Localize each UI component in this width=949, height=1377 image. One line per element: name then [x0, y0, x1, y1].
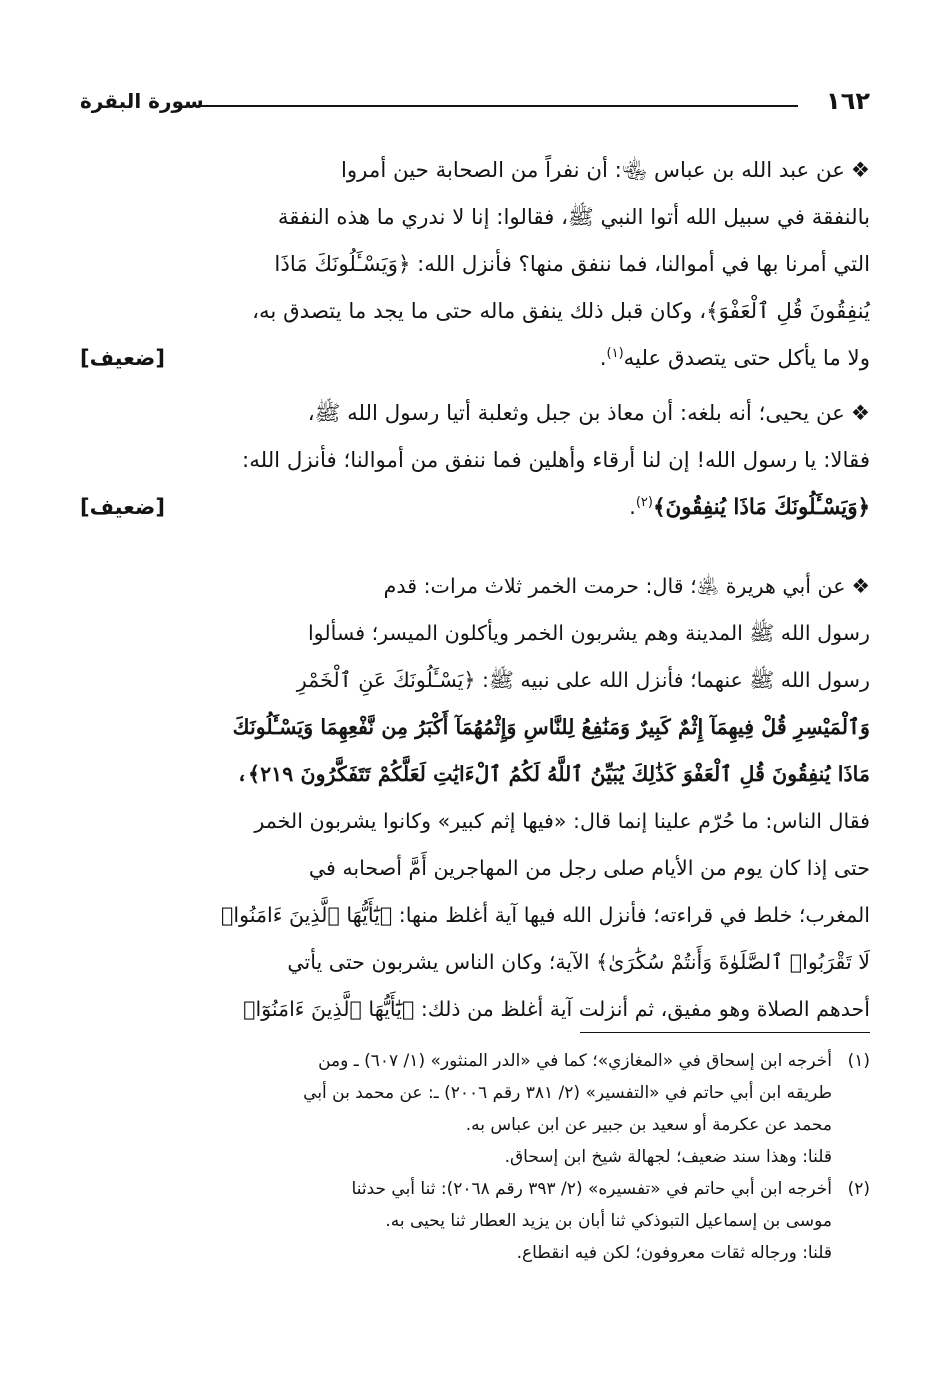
text-line: فقال الناس: ما حُرّم علينا إنما قال: «فيها إثم كبير» وكانوا يشربون الخمر	[254, 809, 870, 833]
footnote-line: قلنا: وهذا سند ضعيف؛ لجهالة شيخ ابن إسحاق.	[504, 1147, 832, 1167]
text-line-last: [ضعيف] ﴿وَيَسْـَٔلُونَكَ مَاذَا يُنفِقُونَ﴾$^{(٢)}$.	[80, 484, 870, 531]
footnote-line: موسى بن إسماعيل التبوذكي ثنا أبان بن يزيد العطار ثنا يحيى به.	[385, 1211, 832, 1231]
text-line: رسول الله ﷺ عنهما؛ فأنزل الله على نبيه ﷺ: ﴿يَسْـَٔلُونَكَ عَنِ ٱلْخَمْرِ	[296, 668, 870, 692]
grade-label: [ضعيف]	[80, 346, 165, 370]
text-line: المغرب؛ خلط في قراءته؛ فأنزل الله فيها آية أغلظ منها: ﴿يَٰٓأَيُّهَا ٱلَّذِينَ ءَامَنُوا۟	[221, 903, 870, 927]
text-line: بالنفقة في سبيل الله أتوا النبي ﷺ، فقالوا: إنا لا ندري ما هذه النفقة	[277, 205, 870, 230]
footnote-line: طريقه ابن أبي حاتم في «التفسير» (٢/ ٣٨١ رقم ٢٠٠٦) ـ: عن محمد بن أبي	[303, 1083, 832, 1103]
footnote-number: (٢)	[847, 1179, 870, 1199]
footnote-separator	[580, 1032, 870, 1033]
diamond-bullet-icon: ❖	[850, 401, 870, 426]
hadith-entry-3	[80, 563, 870, 1033]
text-line: التي أمرنا بها في أموالنا، فما ننفق منها؟ فأنزل الله: ﴿وَيَسْـَٔلُونَكَ مَاذَا	[274, 252, 870, 277]
text-line: لَا تَقْرَبُوا۟ ٱلصَّلَوٰةَ وَأَنتُمْ سُكَٰرَىٰ﴾ الآية؛ وكان الناس يشربون حتى يأتي	[287, 950, 870, 974]
text-line: ❖عن عبد الله بن عباس ﵄: أن نفراً من الصحابة حين أمروا	[340, 158, 870, 183]
running-header	[80, 85, 870, 125]
footnote-ref[interactable]: (٢)	[635, 494, 653, 510]
text-line: حتى إذا كان يوم من الأيام صلى رجل من المهاجرين أَمَّ أصحابه في	[308, 856, 870, 880]
text-line: أحدهم الصلاة وهو مفيق، ثم أنزلت آية أغلظ من ذلك: ﴿يَٰٓأَيُّهَا ٱلَّذِينَ ءَامَنُوٓا۟	[243, 997, 870, 1021]
diamond-bullet-icon: ❖	[851, 574, 870, 598]
footnotes	[80, 1045, 870, 1269]
text-line: ❖عن يحيى؛ أنه بلغه: أن معاذ بن جبل وثعلبة أتيا رسول الله ﷺ،	[307, 401, 870, 426]
footnote-1: (١)أخرجه ابن إسحاق في «المغازي»؛ كما في «الدر المنثور» (١/ ٦٠٧) ـ ومن	[80, 1045, 870, 1077]
text-line: رسول الله ﷺ المدينة وهم يشربون الخمر ويأكلون الميسر؛ فسألوا	[307, 621, 870, 645]
book-page	[80, 85, 870, 1355]
text-line-last: [ضعيف] ولا ما يأكل حتى يتصدق عليه$^{(١)}$.	[80, 335, 870, 382]
footnote-line: قلنا: ورجاله ثقات معروفون؛ لكن فيه انقطاع.	[516, 1243, 832, 1263]
footnote-ref[interactable]: (١)	[606, 345, 624, 361]
text-line: فقالا: يا رسول الله! إن لنا أرقاء وأهلين فما ننفق من أموالنا؛ فأنزل الله:	[242, 448, 870, 473]
header-rule	[188, 105, 798, 107]
footnote-line: محمد عن عكرمة أو سعيد بن جبير عن ابن عباس به.	[465, 1115, 832, 1135]
hadith-entry-1	[80, 147, 870, 382]
hadith-entry-2	[80, 390, 870, 531]
diamond-bullet-icon: ❖	[850, 158, 870, 183]
page-number: ١٦٢	[826, 87, 870, 115]
text-line: يُنفِقُونَ قُلِ ٱلْعَفْوَ﴾، وكان قبل ذلك ينفق ماله حتى ما يجد ما يتصدق به،	[252, 299, 870, 324]
grade-label: [ضعيف]	[80, 495, 165, 519]
footnote-number: (١)	[847, 1051, 870, 1071]
text-line: ❖عن أبي هريرة ﵁؛ قال: حرمت الخمر ثلاث مرات: قدم	[383, 574, 870, 598]
surah-name: سورة البقرة	[80, 89, 204, 113]
quran-line: مَاذَا يُنفِقُونَ قُلِ ٱلْعَفْوَ كَذَٰلِكَ يُبَيِّنُ ٱللَّهُ لَكُمُ ٱلْءَايَٰتِ لَعَلَّكُمْ تَتَفَكَّرُونَ ٢١٩﴾،	[235, 762, 870, 786]
quran-line: وَٱلْمَيْسِرِ قُلْ فِيهِمَآ إِثْمٌ كَبِيرٌ وَمَنَٰفِعُ لِلنَّاسِ وَإِثْمُهُمَآ أَكْبَرُ مِن نَّفْعِهِمَا وَيَسْـَٔلُونَكَ	[232, 715, 870, 739]
footnote-2: (٢)أخرجه ابن أبي حاتم في «تفسيره» (٢/ ٣٩٣ رقم ٢٠٦٨): ثنا أبي حدثنا	[80, 1173, 870, 1205]
